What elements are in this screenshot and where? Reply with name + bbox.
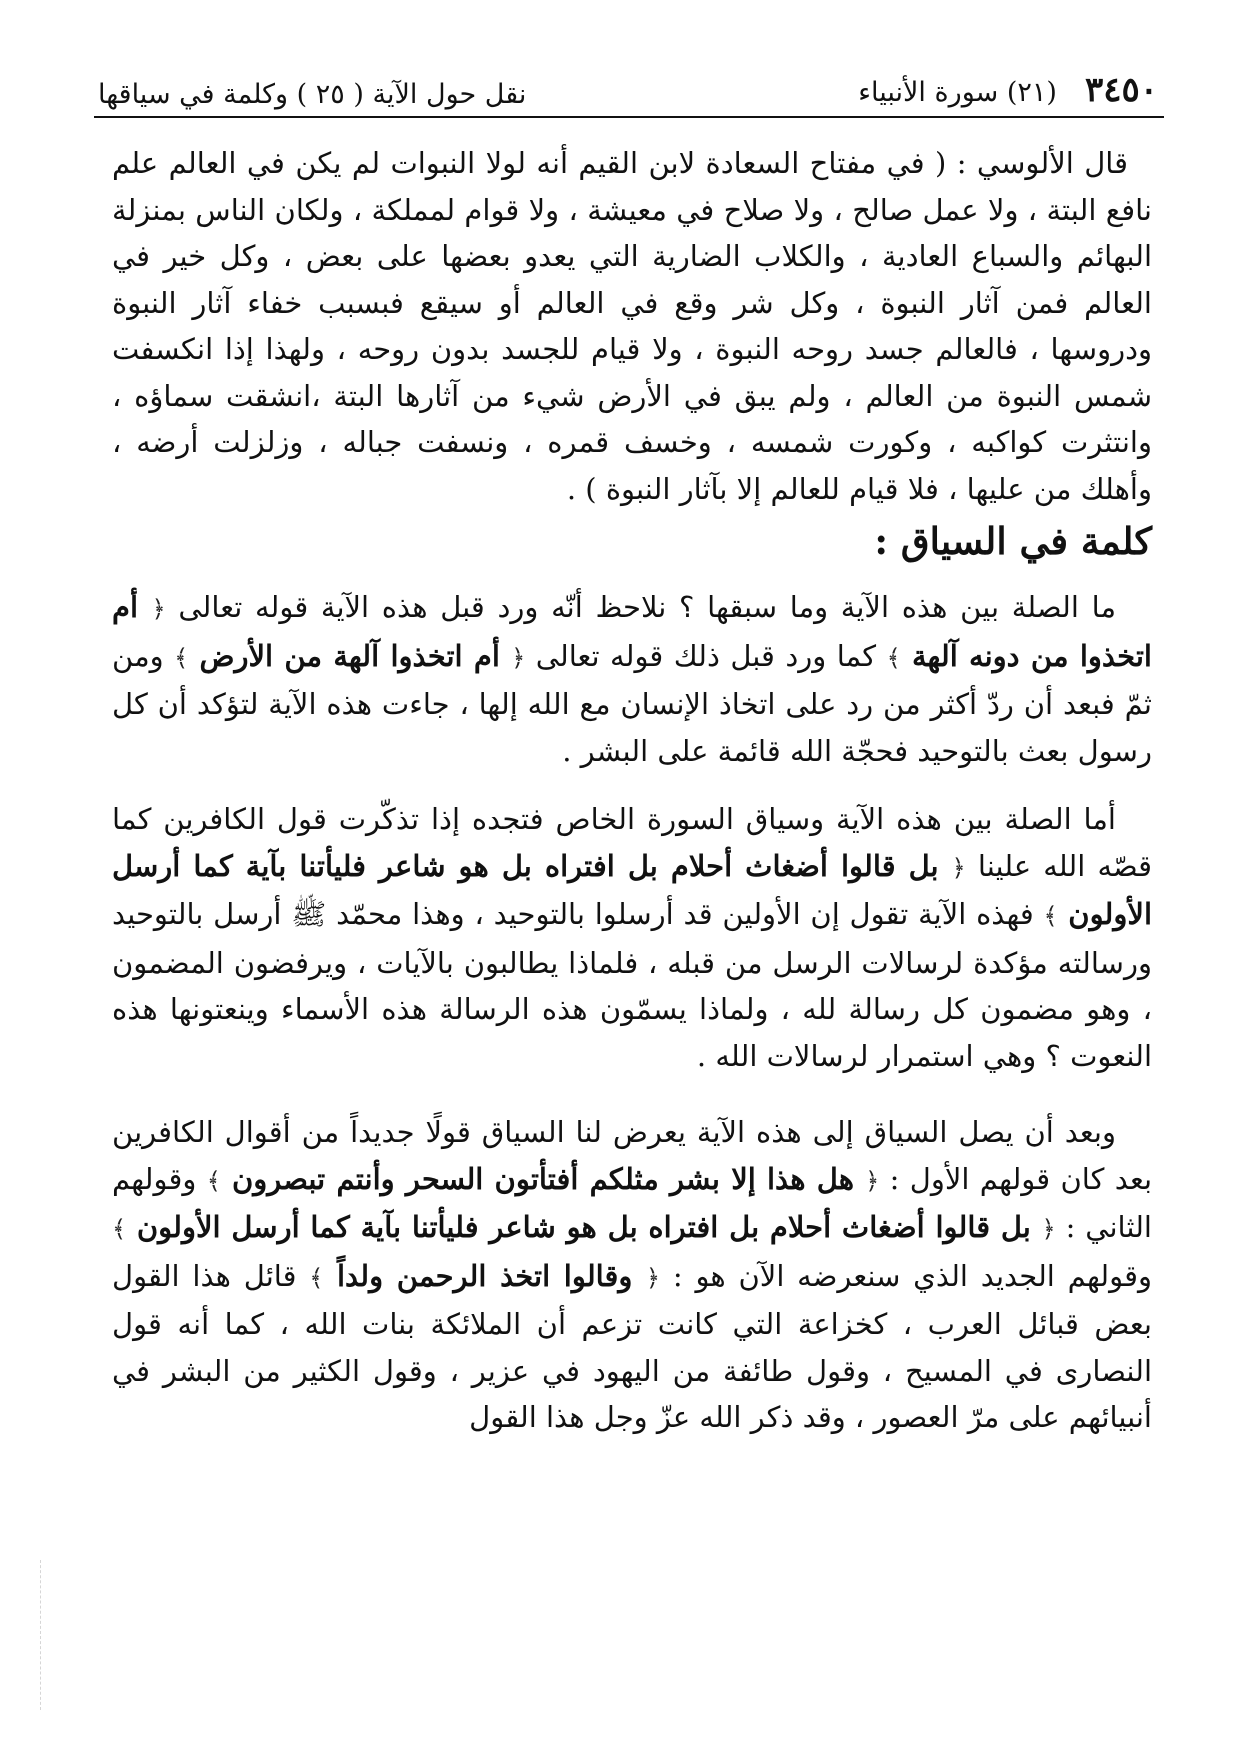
quran-verse bbox=[174, 639, 525, 673]
verse-text: بل قالوا أضغاث أحلام بل افتراه بل هو شاعر فليأتنا بآية كما أرسل الأولون bbox=[112, 848, 1152, 931]
alusi-quote-paragraph: قال الألوسي : ( في مفتاح السعادة لابن القيم أنه لولا النبوات لم يكن في العالم علم نافع البتة ، ولا عمل صالح ، ولا صلاح في معيشة ، ولا قوام لمملكة ، ولكان الناس بمنزلة البهائم والسباع العادية ، والكلاب الضارية التي يعدو بعضها على بعض ، وكل خير في العالم فمن آثار النبوة ، وكل شر وقع في العالم أو سيقع فبسبب خفاء آثار النبوة ودروسها ، فالعالم جسد روحه النبوة ، ولا قيام للجسد بدون روحه ، ولهذا إذا انكسفت شمس النبوة من العالم ، ولم يبق في الأرض شيء من آثارها البتة ،انشقت سماؤه ، وانتثرت كواكبه ، وكورت شمسه ، وخسف قمره ، ونسفت جباله ، وزلزلت أرضه ، وأهلك من عليها ، فلا قيام للعالم إلا بآثار النبوة ) . bbox=[112, 146, 1152, 506]
surah-label: (٢١) سورة الأنبياء bbox=[858, 77, 1057, 108]
verse-close-ornament: ﴾ bbox=[112, 1215, 127, 1243]
verse-text: بل قالوا أضغاث أحلام بل افتراه بل هو شاعر فليأتنا بآية كما أرسل الأولون bbox=[136, 1210, 1031, 1244]
header-divider bbox=[94, 116, 1164, 118]
header-right-group bbox=[858, 70, 1158, 110]
verse-open-ornament: ﴿ bbox=[151, 595, 166, 623]
verse-open-ornament: ﴿ bbox=[865, 1166, 880, 1195]
paragraph-text: فهذه الآية تقول إن الأولين قد أرسلوا بالتوحيد ، وهذا محمّد ﷺ أرسل بالتوحيد ورسالته مؤكدة لرسالات الرسل من قبله ، فلماذا يطالبون بالآيات ، ويرفضون المضمون ، وهو مضمون كل رسالة لله ، ولماذا يسمّون هذه الرسالة هذه الأسماء وينعتونها هذه النعوت ؟ وهي استمرار لرسالات الله . bbox=[112, 897, 1152, 1073]
verse-close-ornament: ﴾ bbox=[206, 1166, 221, 1195]
scan-edge-mark bbox=[40, 1560, 42, 1710]
paragraph-text: قائل هذا القول بعض قبائل العرب ، كخزاعة التي كانت تزعم أن الملائكة بنات الله ، كما أنه قول النصارى في المسيح ، وقول طائفة من اليهود في عزير ، وقول الكثير من البشر في أنبيائهم على مرّ العصور ، وقد ذكر الله عزّ وجل هذا القول bbox=[112, 1258, 1152, 1434]
paragraph-text: ومن ثمّ فبعد أن ردّ أكثر من رد على اتخاذ الإنسان مع الله إلها ، جاءت هذه الآية لتؤكد أن كل رسول بعث بالتوحيد فحجّة الله قائمة على البشر . bbox=[112, 638, 1152, 768]
verse-open-ornament: ﴿ bbox=[511, 643, 526, 672]
quran-verse bbox=[112, 1210, 1056, 1244]
verse-close-ornament: ﴾ bbox=[174, 643, 189, 672]
verse-open-ornament: ﴿ bbox=[951, 853, 966, 882]
paragraph-text: وقولهم الجديد الذي سنعرضه الآن هو : bbox=[672, 1258, 1152, 1293]
page-number: ٣٤٥٠ bbox=[1084, 70, 1158, 110]
section-title: نقل حول الآية ( ٢٥ ) وكلمة في سياقها bbox=[98, 79, 527, 110]
page-body bbox=[112, 140, 1152, 1441]
paragraph-context-preceding bbox=[112, 584, 1152, 774]
verse-close-ornament: ﴾ bbox=[886, 643, 901, 672]
paragraph-text: كما ورد قبل ذلك قوله تعالى bbox=[535, 638, 877, 673]
paragraph-text: أما الصلة بين هذه الآية وسياق السورة الخاص فتجده إذا تذكّرت قول الكافرين كما قصّه الله علينا bbox=[112, 802, 1153, 883]
section-heading: كلمة في السياق : bbox=[874, 519, 1152, 563]
paragraph-text: ما الصلة بين هذه الآية وما سبقها ؟ نلاحظ أنّه ورد قبل هذه الآية قوله تعالى bbox=[178, 590, 1116, 624]
verse-open-ornament: ﴿ bbox=[646, 1263, 661, 1292]
quran-verse bbox=[309, 1259, 660, 1293]
quran-verse bbox=[207, 1162, 880, 1196]
paragraph-text: وبعد أن يصل السياق إلى هذه الآية يعرض لنا السياق قولًا جديداً من أقوال الكافرين بعد كان قولهم الأول : bbox=[112, 1115, 1153, 1196]
verse-text: هل هذا إلا بشر مثلكم أفتأتون السحر وأنتم تبصرون bbox=[231, 1161, 855, 1196]
running-header bbox=[98, 64, 1158, 110]
verse-text: أم اتخذوا آلهة من الأرض bbox=[199, 638, 500, 673]
verse-close-ornament: ﴾ bbox=[1043, 902, 1058, 930]
paragraph-context-surah bbox=[112, 796, 1152, 1079]
paragraph-text: وقولهم الثاني : bbox=[112, 1161, 1152, 1244]
verse-text: أم اتخذوا من دونه آلهة bbox=[112, 590, 1152, 673]
verse-close-ornament: ﴾ bbox=[309, 1263, 324, 1292]
verse-open-ornament: ﴿ bbox=[1041, 1215, 1056, 1243]
paragraph-new-claim bbox=[112, 1109, 1152, 1441]
verse-text: وقالوا اتخذ الرحمن ولداً bbox=[336, 1258, 633, 1293]
